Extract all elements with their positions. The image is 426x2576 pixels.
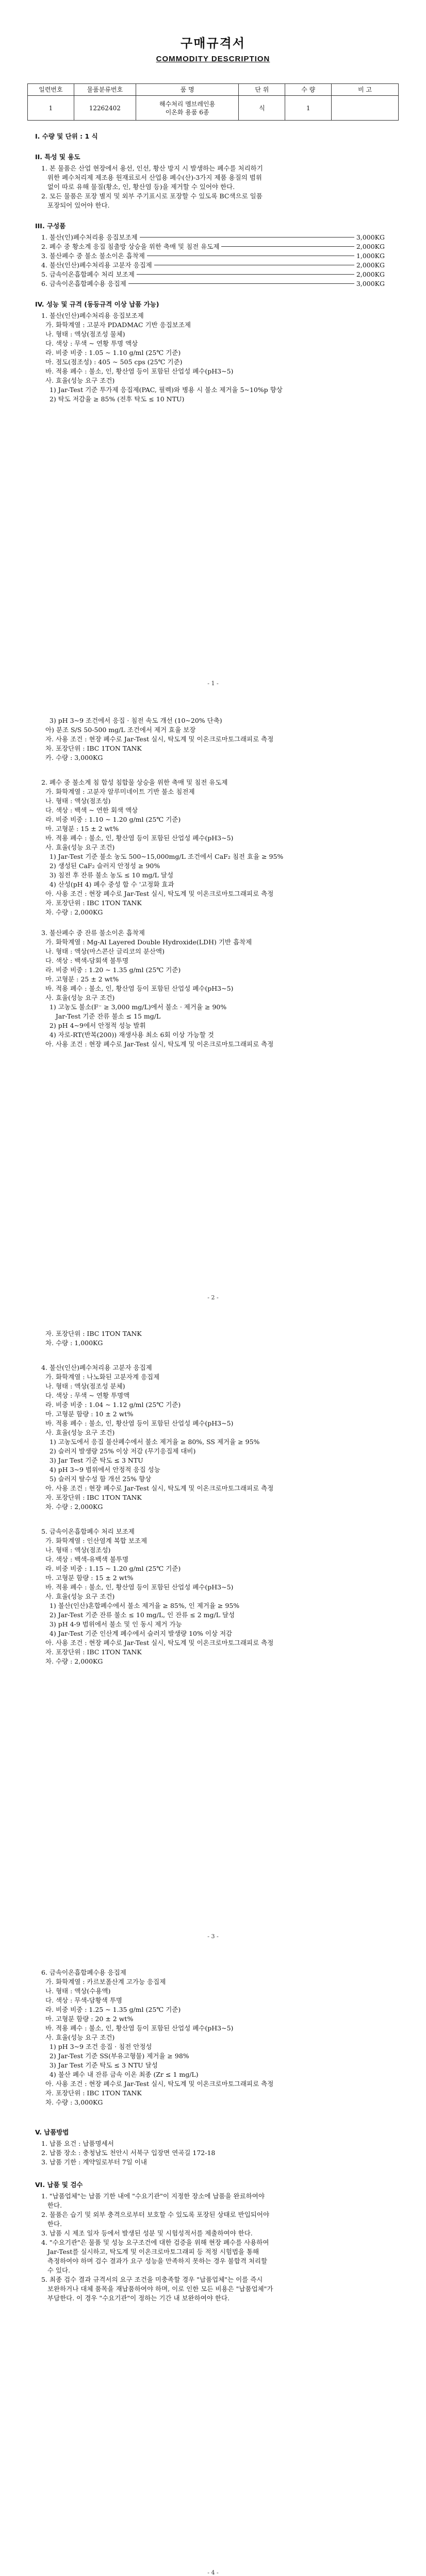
- spec-line: 3) pH 4-9 범위에서 불소 및 인 동시 제거 가능: [41, 1620, 182, 1628]
- list-item: [35, 261, 385, 270]
- component-qty: 3,000KG: [356, 233, 385, 241]
- component-name: 1. 불산(인)폐수처리용 응집보조제: [41, 233, 138, 241]
- spec-line: 1. 불산(인산)폐수처리용 응집보조제: [41, 312, 144, 319]
- list-item: [35, 251, 385, 261]
- inspection-line: 4. "수요기관"은 물품 및 성능 요구조건에 대한 검증을 위해 현장 폐수를 사용하여: [41, 2239, 269, 2246]
- spec-line: 카. 수량 : 3,000KG: [41, 754, 103, 761]
- section-inspection-heading: VI. 납품 및 검수: [35, 2181, 83, 2189]
- list-item: [35, 233, 385, 242]
- spec-line: 5) 슬러지 탈수성 함 개선 25% 향상: [41, 1475, 152, 1483]
- inspection-line: 수 있다.: [41, 2266, 71, 2274]
- component-name: 5. 금속이온흡합폐수 처리 보조제: [41, 270, 135, 278]
- spec-line: 나. 형태 : 액상(수용액): [41, 1987, 111, 1995]
- section-features-heading: II. 특성 및 용도: [35, 153, 80, 161]
- spec-line: 라. 비중 비중 : 1.05 ~ 1.10 g/ml (25℃ 기준): [41, 349, 181, 357]
- spec-line: 아) 분조 S/S 50-500 mg/L 조건에서 제거 효율 보장: [41, 726, 196, 734]
- spec-line: 사. 효율(성능 요구 조건): [41, 1592, 115, 1600]
- spec-line: 가. 화학계열 : Mg-Al Layered Double Hydroxide(LDH) 기반 흡착제: [41, 938, 252, 946]
- inspection-list: [35, 2192, 385, 2303]
- spec-line: 마. 고형분 : 25 ± 2 wt%: [41, 975, 119, 983]
- table-header-row: [28, 84, 399, 96]
- header-classification: 물품분류번호: [74, 84, 136, 96]
- list-item: [35, 279, 385, 289]
- spec-line: 사. 효율(성능 요구 조건): [41, 2033, 115, 2041]
- spec-line: 바. 적용 폐수 : 불소, 인, 황산염 등이 포함된 산업성 폐수(pH3~5): [41, 834, 234, 842]
- spec-line: 2) Jar-Test 기준 잔류 불소 ≤ 10 mg/L, 인 잔류 ≤ 2 mg/L 달성: [41, 1611, 235, 1619]
- spec-line: 나. 형태 : 액상(점조성): [41, 797, 111, 805]
- page-number: - 4 -: [207, 2569, 219, 2576]
- title-english: COMMODITY DESCRIPTION: [156, 55, 270, 63]
- spec-line: 바. 적용 폐수 : 불소, 인, 황산염 등이 포함된 산업성 폐수(pH3~5): [41, 1583, 234, 1591]
- section-quantity-unit: I. 수량 및 단위 : 1 식: [35, 132, 98, 140]
- component-qty: 2,000KG: [356, 261, 385, 269]
- spec-line: 나. 형태 : 액상(점조성): [41, 1546, 111, 1554]
- spec-line: 가. 화학계열 : 카르보폴산계 고가능 응집제: [41, 1978, 166, 1986]
- spec-line: 아. 사용 조건 : 현장 폐수로 Jar-Test 실시, 탁도계 및 이온크로마토그래피로 측정: [41, 890, 274, 897]
- spec-line: 1) 고농도에서 응집 불산폐수에서 불소 제거율 ≥ 80%, SS 제거율 ≥ 95%: [41, 1438, 260, 1446]
- page-2-content: [0, 696, 426, 1049]
- spec-line: 다. 색상 : 무색-담황색 투명: [41, 1996, 122, 2004]
- spec-item-3: [35, 928, 385, 1049]
- spec-line: 3) Jar Test 기준 탁도 ≤ 3 NTU: [41, 1456, 143, 1464]
- spec-line: 3. 불산폐수 중 잔류 불소이온 흡착제: [41, 929, 145, 937]
- spec-line: 자. 포장단위 : IBC 1TON TANK: [41, 2089, 142, 2097]
- header-item-name: 품 명: [136, 84, 239, 96]
- page-number: - 1 -: [207, 680, 219, 687]
- page-1-content: [0, 132, 426, 404]
- spec-item-1: [35, 311, 385, 404]
- spec-line: 라. 비중 비중 : 1.04 ~ 1.12 g/ml (25℃ 기준): [41, 1401, 181, 1409]
- spec-line: 마. 고형분 함량 : 15 ± 2 wt%: [41, 1574, 134, 1582]
- spec-line: 다. 색상 : 무색 ~ 연황 투명액: [41, 1392, 130, 1399]
- spec-line: 나. 형태 : 액상(점조성 분체): [41, 1382, 125, 1390]
- features-line: 위한 폐수처리제 제조용 원재료로서 산업용 폐수(산)-3가지 제품 용질의 범위: [41, 174, 262, 181]
- component-qty: 2,000KG: [356, 270, 385, 278]
- spec-line: 차. 수량 : 3,000KG: [41, 2098, 103, 2106]
- spec-line: 사. 효율(성능 요구 조건): [41, 994, 115, 1002]
- inspection-line: 3. 납품 시 제조 일자 등에서 발생된 성분 및 시험성적서를 제출하여야 한다.: [41, 2229, 253, 2237]
- page-4: [0, 1947, 426, 2576]
- spec-line: 3) Jar Test 기준 탁도 ≤ 3 NTU 달성: [41, 2061, 158, 2069]
- header-serial: 일련번호: [28, 84, 74, 96]
- cell-quantity: 1: [285, 96, 332, 121]
- spec-line: 자. 포장단위 : IBC 1TON TANK: [41, 1330, 142, 1337]
- spec-line: 사. 효율(성능 요구 조건): [41, 1429, 115, 1436]
- spec-line: 2) 생성된 CaF₂ 슬러지 안정성 ≥ 90%: [41, 862, 160, 870]
- inspection-line: 측정하여야 하며 검수 결과가 요구 성능을 만족하지 못하는 경우 불합격 처리할: [41, 2257, 268, 2265]
- inspection-line: 한다.: [41, 2201, 62, 2209]
- title-korean: 구매규격서: [181, 36, 245, 50]
- spec-line: 4) 자로-RT(반복(200)) 재생사용 최소 6회 이상 가능할 것: [41, 1031, 214, 1039]
- spec-line: 라. 비중 비중 : 1.10 ~ 1.20 g/ml (25℃ 기준): [41, 816, 181, 823]
- spec-item-5: [35, 1527, 385, 1666]
- spec-line: 1) Jar-Test 기준 불소 농도 500~15,000mg/L 조건에서 CaF₂ 침전 효율 ≥ 95%: [41, 853, 284, 860]
- section-specs-heading: IV. 성능 및 규격 (동등규격 이상 납품 가능): [35, 300, 159, 308]
- header-quantity: 수 량: [285, 84, 332, 96]
- spec-line: 바. 적용 폐수 : 불소, 인, 황산염 등이 포함된 산업성 폐수(pH3~5): [41, 1419, 234, 1427]
- spec-line: 차. 수량 : 1,000KG: [41, 1339, 103, 1347]
- spec-line: 4) pH 3~9 범위에서 안정적 응집 성능: [41, 1466, 160, 1473]
- features-line: 2. 모든 물품은 포장 별지 및 외부 주기표시로 포장할 수 있도록 BC색으로 일품: [41, 192, 263, 200]
- spec-line: 바. 적용 폐수 : 불소, 인, 황산염 등이 포함된 산업성 폐수(pH3~5): [41, 985, 234, 992]
- spec-line: 차. 수량 : 2,000KG: [41, 1657, 103, 1665]
- spec-line: 가. 화학계열 : 고분자 PDADMAC 기반 응집보조제: [41, 321, 191, 329]
- list-item: [35, 242, 385, 251]
- spec-line: 1) Jar-Test 기준 투가제 응집제(PAC, 필렉)와 병용 시 불소 제거율 5~10%p 향상: [41, 386, 283, 394]
- features-line: 1. 본 물품은 산업 현장에서 용선, 인선, 황산 방지 시 발생하는 폐수를 처리하기: [41, 164, 263, 172]
- spec-line: 다. 색상 : 백색-유백색 불투명: [41, 1555, 129, 1563]
- header-unit: 단 위: [239, 84, 285, 96]
- section-components-heading: III. 구성품: [35, 222, 66, 230]
- component-name: 3. 불산폐수 중 불소 불소이온 흡착제: [41, 252, 145, 260]
- spec-line: 마. 점도(점조성) : 405 ~ 505 cps (25℃ 기준): [41, 358, 183, 366]
- spec-item-6: [35, 1968, 385, 2107]
- spec-line: 6. 금속이온흡합폐수용 응집제: [41, 1969, 126, 1976]
- inspection-line: Jar-Test를 실시하고, 탁도계 및 이온크로마토그래피 등 적정 시험법을 통해: [41, 2248, 259, 2256]
- spec-line: 가. 화학계열 : 나노화된 고분자계 응집제: [41, 1373, 160, 1381]
- inspection-line: 부담한다. 이 경우 "수요기관"이 정하는 기간 내 보완하여야 한다.: [41, 2294, 230, 2302]
- header-remarks: 비 고: [332, 84, 399, 96]
- spec-line: 3) pH 3~9 조건에서 응집 · 침전 속도 개선 (10~20% 단축): [41, 717, 222, 724]
- page-3: [0, 1309, 426, 1947]
- spec-line: 바. 적용 폐수 : 불소, 인, 황산염 등이 포함된 산업성 폐수(pH3~5): [41, 2024, 234, 2032]
- inspection-line: 보완하거나 대체 품목을 재납품하여야 하며, 이로 인한 모든 비용은 "납품업체"가: [41, 2285, 273, 2293]
- section-delivery-heading: V. 납품방법: [35, 2128, 69, 2136]
- spec-line: 아. 사용 조건 : 현장 폐수로 Jar-Test 실시, 탁도계 및 이온크로마토그래피로 측정: [41, 1484, 274, 1492]
- spec-line: 사. 효율(성능 요구 조건): [41, 843, 115, 851]
- spec-line: 아. 사용 조건 : 현장 폐수로 Jar-Test 실시, 탁도계 및 이온크로마토그래피로 측정: [41, 1639, 274, 1647]
- spec-line: 2) Jar-Test 기준 SS(부유고형물) 제거율 ≥ 98%: [41, 2052, 189, 2060]
- spec-line: 자. 사용 조건 : 현장 폐수로 Jar-Test 실시, 탁도계 및 이온크로마토그래피로 측정: [41, 735, 274, 743]
- spec-line: 차. 포장단위 : IBC 1TON TANK: [41, 744, 142, 752]
- spec-line: 1) pH 3~9 조건 응집 · 침전 안정성: [41, 2043, 152, 2050]
- spec-line: 2) 슬러지 발생량 25% 이상 저감 (무기응집제 대비): [41, 1447, 196, 1455]
- spec-line: 1) 불산(인산)혼합폐수에서 불소 제거율 ≥ 85%, 인 제거율 ≥ 95%: [41, 1602, 240, 1609]
- spec-line: 차. 수량 : 2,000KG: [41, 1503, 103, 1511]
- spec-line: 자. 포장단위 : IBC 1TON TANK: [41, 1494, 142, 1501]
- page-2: [0, 696, 426, 1309]
- delivery-line: 1. 납품 요건 : 납품명세서: [41, 2140, 114, 2147]
- delivery-line: 3. 납품 기한 : 계약일로부터 7일 이내: [41, 2158, 147, 2166]
- spec-line: 라. 비중 비중 : 1.25 ~ 1.35 g/ml (25℃ 기준): [41, 2006, 181, 2013]
- spec-line: 다. 색상 : 백색-담회색 불투명: [41, 957, 129, 964]
- spec-line: 다. 색상 : 무색 ~ 연황 투명 액상: [41, 340, 138, 347]
- inspection-line: 한다.: [41, 2220, 62, 2228]
- component-qty: 2,000KG: [356, 243, 385, 250]
- spec-line: 4) 불산 폐수 내 잔류 금속 이온 최종 (Zr ≤ 1 mg/L): [41, 2071, 199, 2078]
- spec-line: 자. 포장단위 : IBC 1TON TANK: [41, 899, 142, 907]
- spec-line: 가. 화학계열 : 인산염계 복합 보조제: [41, 1537, 148, 1545]
- cell-serial: 1: [28, 96, 74, 121]
- spec-item-2: [35, 778, 385, 917]
- page-1: [0, 0, 426, 690]
- page-number: - 2 -: [207, 1294, 219, 1301]
- features-line: 없이 따로 유해 물질(황소, 인, 황산염 등)을 제거할 수 있어야 한다.: [41, 183, 235, 191]
- leader-line: [137, 274, 354, 275]
- component-qty: 3,000KG: [356, 280, 385, 287]
- spec-line: 마. 고형분 함량 : 10 ± 2 wt%: [41, 1410, 134, 1418]
- spec-line: 5. 금속이온흡합폐수 처리 보조제: [41, 1528, 135, 1535]
- page-3-content: [0, 1309, 426, 1666]
- spec-line: 바. 적용 폐수 : 불소, 인, 황산염 등이 포함된 산업성 폐수(pH3~5): [41, 367, 234, 375]
- spec-line: 4) 산성(pH 4) 폐수 중성 합 수 '고정화 효과: [41, 880, 174, 888]
- component-name: 6. 금속이온흡합폐수용 응집제: [41, 280, 126, 287]
- spec-line: 마. 고형분 : 15 ± 2 wt%: [41, 825, 119, 833]
- cell-item-name: 해수처리 멤브레인용 이온화 용품 6종: [136, 96, 239, 121]
- spec-line: 나. 형태 : 액상(마스콘산 글리코의 분산액): [41, 947, 165, 955]
- spec-line: 4. 불산(인산)폐수처리용 고분자 응집제: [41, 1364, 152, 1371]
- delivery-list: [35, 2139, 385, 2167]
- spec-line: 2) pH 4~9에서 안정적 성능 발휘: [41, 1022, 146, 1029]
- leader-line: [221, 246, 354, 247]
- leader-line: [128, 283, 354, 284]
- spec-line: 나. 형태 : 액상(점조성 물체): [41, 330, 125, 338]
- spec-line: 라. 비중 비중 : 1.15 ~ 1.20 g/ml (25℃ 기준): [41, 1565, 181, 1572]
- cell-classification: 12262402: [74, 96, 136, 121]
- spec-line: 차. 수량 : 2,000KG: [41, 908, 103, 916]
- inspection-line: 1. "납품업체"는 납품 기한 내에 "수요기관"이 지정한 장소에 납품을 완료하여야: [41, 2192, 265, 2200]
- page-number: - 3 -: [207, 1933, 219, 1940]
- spec-line: 4) Jar-Test 기준 인산계 폐수에서 슬러지 발생량 10% 이상 저감: [41, 1630, 233, 1637]
- inspection-line: 2. 물품은 습기 및 외부 충격으로부터 보호할 수 있도록 포장된 상태로 반입되어야: [41, 2211, 270, 2218]
- spec-line: 아. 사용 조건 : 현장 폐수로 Jar-Test 실시, 탁도계 및 이온크로마토그래피로 측정: [41, 1040, 274, 1048]
- spec-line: 자. 포장단위 : IBC 1TON TANK: [41, 1648, 142, 1656]
- document-title: [0, 0, 426, 64]
- spec-line: 라. 비중 비중 : 1.20 ~ 1.35 g/ml (25℃ 기준): [41, 966, 181, 974]
- spec-item-4: [35, 1363, 385, 1512]
- spec-line: 다. 색상 : 백색 ~ 연한 회색 액상: [41, 806, 138, 814]
- spec-line: 2) 탁도 저감율 ≥ 85% (전후 탁도 ≤ 10 NTU): [41, 395, 185, 403]
- inspection-line: 5. 최종 검수 결과 규격서의 요구 조건을 미충족할 경우 "납품업체"는 이를 즉시: [41, 2276, 263, 2283]
- spec-line: 아. 사용 조건 : 현장 폐수로 Jar-Test 실시, 탁도계 및 이온크로마토그래피로 측정: [41, 2080, 274, 2088]
- item-info-table: [27, 83, 399, 121]
- components-list: [35, 233, 385, 289]
- component-qty: 1,000KG: [356, 252, 385, 260]
- leader-line: [140, 237, 354, 238]
- spec-line: 3) 침전 후 잔류 불소 농도 ≤ 10 mg/L 달성: [41, 871, 174, 879]
- spec-line: Jar-Test 기준 잔류 불소 ≤ 15 mg/L: [41, 1012, 161, 1020]
- features-line: 포장되어 있어야 한다.: [41, 201, 110, 209]
- spec-line: 가. 화학계열 : 고분자 알루미네이트 기반 불소 침전제: [41, 788, 195, 795]
- features-list: [35, 164, 385, 210]
- component-name: 4. 불산(인산)폐수처리용 고분자 응집제: [41, 261, 152, 269]
- spec-line: 사. 효율(성능 요구 조건): [41, 377, 115, 384]
- delivery-line: 2. 납품 장소 : 충청남도 천안시 서북구 입장면 연곡길 172-18: [41, 2149, 216, 2157]
- component-name: 2. 폐수 중 황소계 응집 침출방 상승을 위한 축매 및 침전 유도제: [41, 243, 220, 250]
- cell-unit: 식: [239, 96, 285, 121]
- page-4-content: [0, 1947, 426, 2303]
- list-item: [35, 270, 385, 279]
- table-row: [28, 96, 399, 121]
- spec-line: 마. 고형분 함량 : 20 ± 2 wt%: [41, 2015, 134, 2023]
- spec-line: 1) 고농도 불소(F⁻ ≥ 3,000 mg/L)에서 불소 · 제거율 ≥ 90%: [41, 1003, 227, 1011]
- cell-remarks: [332, 96, 399, 121]
- spec-line: 2. 폐수 중 불소계 침 합성 침합물 상승을 위한 축매 및 침전 유도제: [41, 778, 228, 786]
